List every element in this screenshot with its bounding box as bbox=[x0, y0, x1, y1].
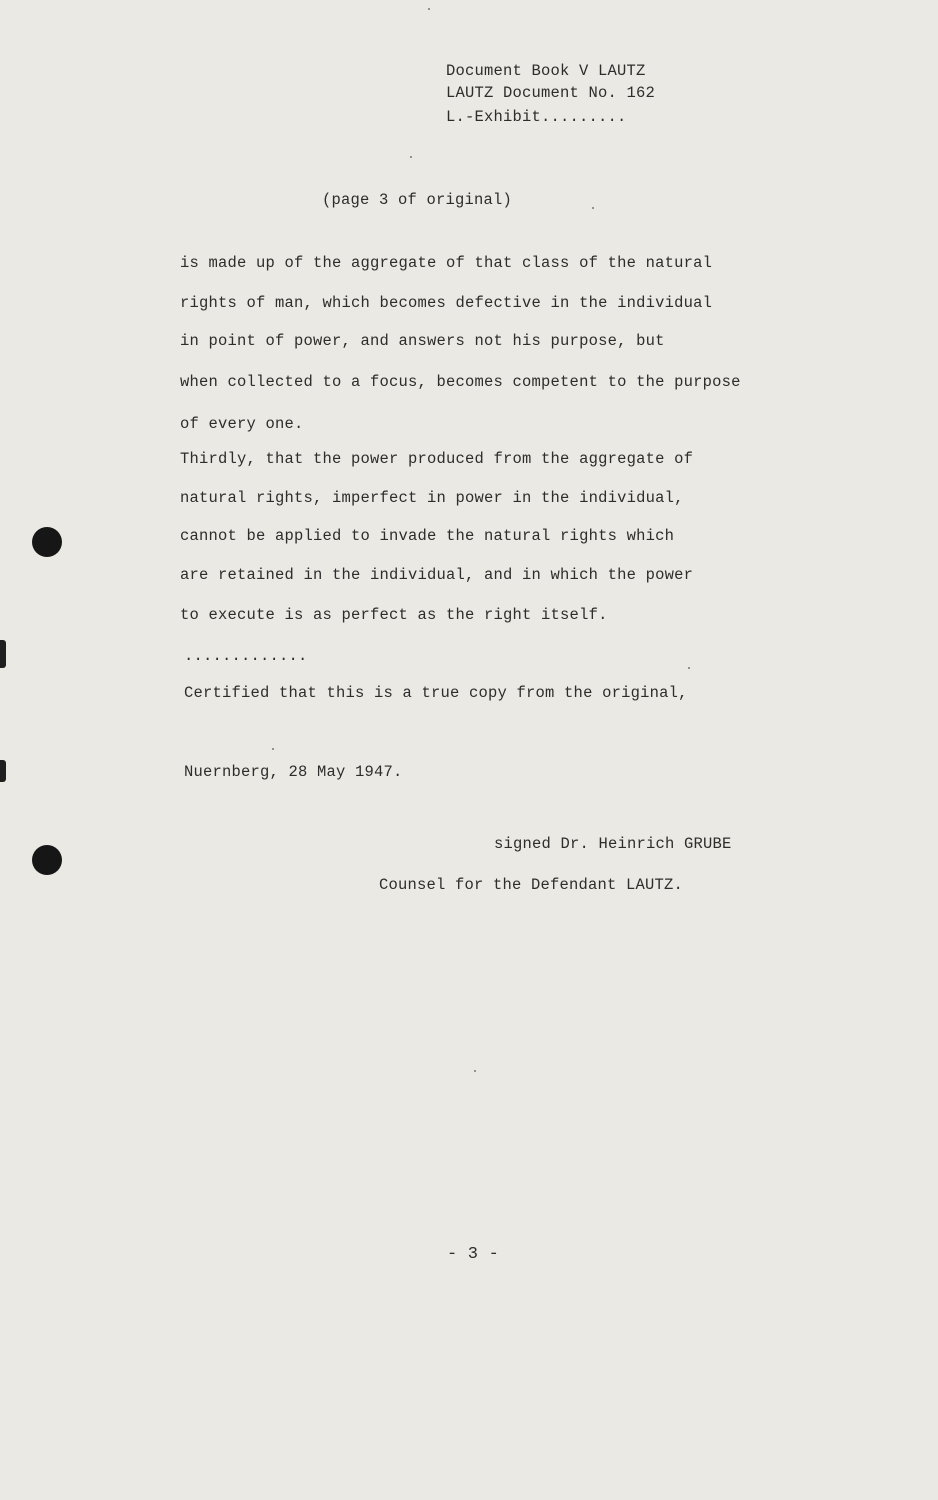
body-line: Thirdly, that the power produced from the aggregate of bbox=[180, 450, 694, 468]
paper-speck bbox=[592, 207, 594, 209]
punch-hole-bottom bbox=[32, 845, 62, 875]
document-book-label: Document Book V LAUTZ bbox=[446, 62, 646, 80]
body-line: are retained in the individual, and in which the power bbox=[180, 566, 694, 584]
punch-hole-top bbox=[32, 527, 62, 557]
place-date: Nuernberg, 28 May 1947. bbox=[184, 763, 403, 781]
body-line: in point of power, and answers not his purpose, but bbox=[180, 332, 665, 350]
body-line: to execute is as perfect as the right itself. bbox=[180, 606, 608, 624]
body-line: cannot be applied to invade the natural rights which bbox=[180, 527, 675, 545]
document-number-label: LAUTZ Document No. 162 bbox=[446, 84, 656, 102]
paper-speck bbox=[688, 667, 690, 669]
page-number: - 3 - bbox=[447, 1245, 500, 1264]
body-line: natural rights, imperfect in power in the individual, bbox=[180, 489, 684, 507]
edge-mark-upper bbox=[0, 640, 6, 668]
edge-mark-lower bbox=[0, 760, 6, 782]
signature-title: Counsel for the Defendant LAUTZ. bbox=[379, 876, 684, 894]
paper-speck bbox=[474, 1070, 476, 1072]
body-line: is made up of the aggregate of that class of the natural bbox=[180, 254, 713, 272]
body-line: of every one. bbox=[180, 415, 304, 433]
certification-line: Certified that this is a true copy from the original, bbox=[184, 684, 688, 702]
body-line: when collected to a focus, becomes competent to the purpose bbox=[180, 373, 741, 391]
ellipsis-line: ............. bbox=[184, 647, 308, 665]
paper-speck bbox=[272, 748, 274, 750]
paper-speck bbox=[410, 156, 412, 158]
page-reference: (page 3 of original) bbox=[322, 191, 513, 209]
paper-speck bbox=[428, 8, 430, 10]
body-line: rights of man, which becomes defective in the individual bbox=[180, 294, 713, 312]
signature-name: signed Dr. Heinrich GRUBE bbox=[494, 835, 732, 853]
exhibit-label: L.-Exhibit......... bbox=[446, 108, 627, 126]
